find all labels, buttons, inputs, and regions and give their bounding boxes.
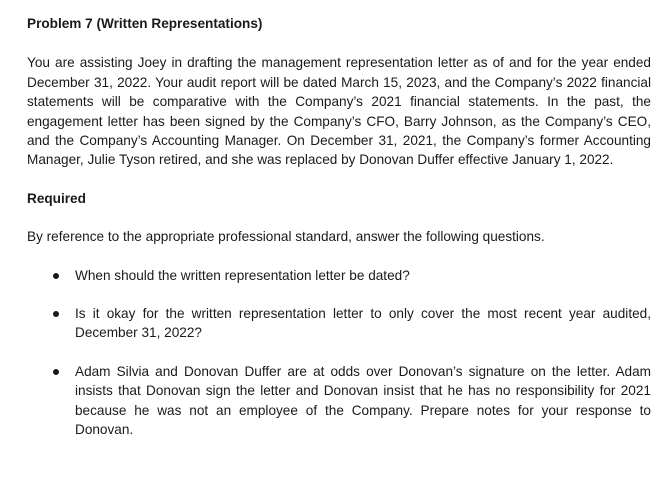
question-list xyxy=(27,266,651,440)
question-text: Adam Silvia and Donovan Duffer are at odds over Donovan’s signature on the letter. Adam insists that Donovan sign the letter and Donovan insist that he has no responsibility for 2021 because he was not an employee of the Company. Prepare notes for your response to Donovan. xyxy=(75,363,651,438)
document-page xyxy=(27,14,651,459)
question-item xyxy=(27,304,651,343)
question-item xyxy=(27,362,651,440)
scenario-paragraph: You are assisting Joey in drafting the management representation letter as of and for the year ended December 31, 2022. Your audit report will be dated March 15, 2023, and the Company’s 2022 financial statements will be comparative with the Company’s 2021 financial statements. In the past, the engagement letter has been signed by the Company’s CFO, Barry Johnson, as the Company’s CEO, and the Company’s Accounting Manager. On December 31, 2021, the Company’s former Accounting Manager, Julie Tyson retired, and she was replaced by Donovan Duffer effective January 1, 2022. xyxy=(27,55,651,168)
required-heading: Required xyxy=(27,190,86,206)
bullet-icon xyxy=(53,273,59,279)
bullet-icon xyxy=(53,311,59,317)
problem-title: Problem 7 (Written Representations) xyxy=(27,16,263,31)
question-item xyxy=(27,266,651,285)
bullet-icon xyxy=(53,369,59,375)
question-text: When should the written representation letter be dated? xyxy=(75,267,410,283)
question-text: Is it okay for the written representation letter to only cover the most recent year audited, December 31, 2022? xyxy=(75,306,651,341)
instruction-paragraph: By reference to the appropriate professional standard, answer the following questions. xyxy=(27,229,545,245)
